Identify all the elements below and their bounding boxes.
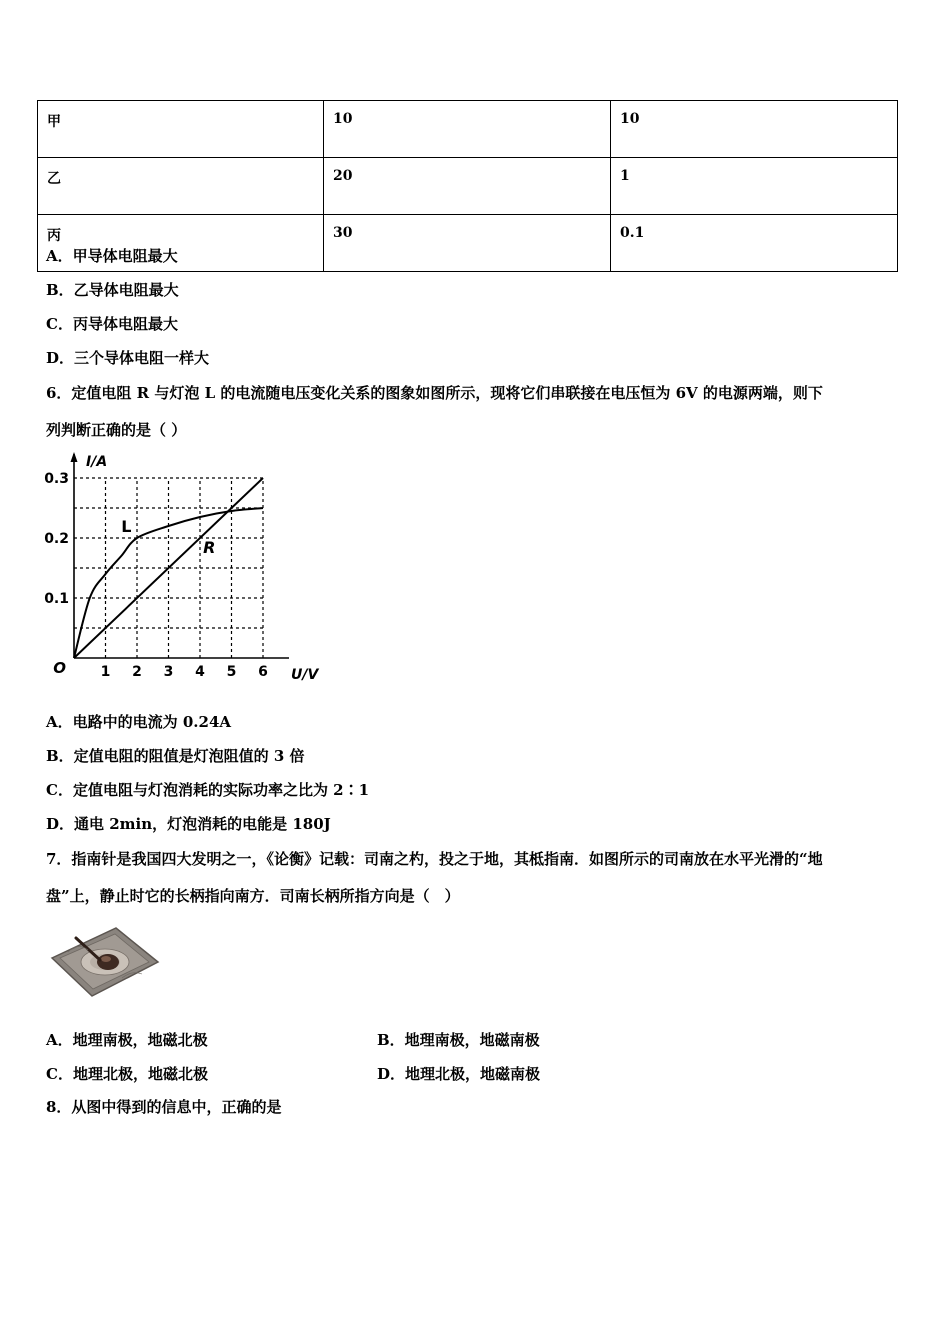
q6-option-a: A．电路中的电流为 0.24A — [46, 713, 232, 731]
y-tick-label: 0.3 — [44, 471, 69, 487]
sinan-compass-image — [48, 922, 160, 1000]
q7-stem-line1: 7．指南针是我国四大发明之一，《论衡》记载：司南之杓，投之于地，其柢指南．如图所示的司南放在水平光滑的“地 — [46, 850, 823, 868]
y-axis-label: I/A — [86, 454, 108, 470]
q5-option-a: A．甲导体电阻最大 — [46, 247, 178, 265]
series-label-R: R — [203, 538, 216, 557]
x-axis-label: U/V — [291, 667, 319, 683]
table-cell: 30 — [324, 215, 611, 272]
y-tick-label: 0.1 — [44, 591, 69, 607]
q7-stem-line2: 盘”上，静止时它的长柄指向南方．司南长柄所指方向是（ ） — [46, 887, 460, 905]
origin-label: O — [53, 659, 66, 677]
y-tick-label: 0.2 — [44, 531, 69, 547]
q6-option-b: B．定值电阻的阻值是灯泡阻值的 3 倍 — [46, 747, 305, 765]
q8-stem: 8．从图中得到的信息中，正确的是 — [46, 1098, 282, 1116]
x-tick-label: 3 — [163, 664, 174, 680]
table-row — [38, 158, 898, 215]
series-label-L: L — [121, 517, 132, 536]
table-cell: 10 — [324, 101, 611, 158]
table-cell: 1 — [611, 158, 898, 215]
table-cell: 乙 — [38, 158, 324, 215]
q7-option-c: C．地理北极，地磁北极 — [46, 1065, 208, 1083]
q7-option-d: D．地理北极，地磁南极 — [377, 1065, 541, 1083]
q7-option-b: B．地理南极，地磁南极 — [377, 1031, 540, 1049]
table-cell: 20 — [324, 158, 611, 215]
table-cell: 0.1 — [611, 215, 898, 272]
x-tick-label: 4 — [195, 664, 205, 680]
q6-stem-line1: 6．定值电阻 R 与灯泡 L 的电流随电压变化关系的图象如图所示，现将它们串联接在电压恒为 6V 的电源两端，则下 — [46, 384, 823, 402]
x-tick-label: 1 — [100, 664, 111, 680]
q6-option-c: C．定值电阻与灯泡消耗的实际功率之比为 2∶1 — [46, 781, 370, 799]
q5-option-d: D．三个导体电阻一样大 — [46, 349, 210, 367]
iu-chart — [40, 450, 340, 690]
x-tick-label: 2 — [132, 664, 142, 680]
q7-option-a: A．地理南极，地磁北极 — [46, 1031, 208, 1049]
y-axis-arrow — [71, 452, 78, 462]
q5-option-c: C．丙导体电阻最大 — [46, 315, 178, 333]
x-tick-label: 5 — [226, 664, 237, 680]
table-cell: 甲 — [38, 101, 324, 158]
q6-option-d: D．通电 2min，灯泡消耗的电能是 180J — [46, 815, 331, 833]
q5-option-b: B．乙导体电阻最大 — [46, 281, 179, 299]
x-tick-label: 6 — [258, 664, 268, 680]
table-row — [38, 101, 898, 158]
table-cell: 丙 — [38, 215, 324, 272]
table-cell: 10 — [611, 101, 898, 158]
q6-stem-line2: 列判断正确的是（ ） — [46, 421, 187, 439]
